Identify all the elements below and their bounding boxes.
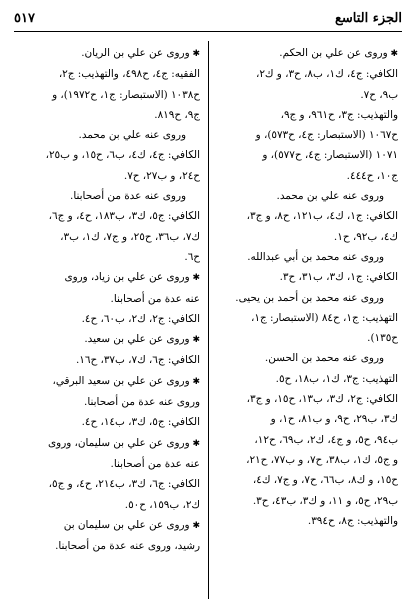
text-line: ب٩٤، ح٥، و ج٤، ك٢، ب٦٩، ح١٢،	[254, 433, 398, 446]
right-column	[212, 43, 398, 603]
text-line: وروى عنه علي بن محمد.	[78, 129, 186, 142]
column-divider	[208, 41, 209, 599]
text-line: ح١٠٣٨ (الاستبصار: ج١، ح١٩٧٢)، و	[52, 88, 200, 101]
text-line: ك٣، ب٢٩، ح٩، و ب٨١، ح١، و	[270, 413, 398, 426]
text-line: وروى عنه عدة من أصحابنا.	[84, 396, 200, 409]
entry-heading-line: ✱ وروى عن علي بن الحكم.	[212, 43, 398, 64]
text-line: الكافي: ج٦، ك٣، ب٢١٤، ح٤، و ج٥،	[48, 478, 200, 491]
text-line: التهذيب: ج٣، ك١، ب١٨، ح٥.	[275, 372, 398, 385]
text-line: الكافي: ج٥، ك٣، ب١٨٣، ح٤، و ج٦،	[48, 210, 200, 223]
entry-heading-line: ✱ وروى عن علي بن سليمان بن	[14, 515, 200, 536]
entry-heading-line: ✱ وروى عن علي بن سعيد البرقي،	[14, 371, 200, 392]
text-line: والتهذيب: ج٨، ح٣٩٤.	[307, 514, 398, 527]
text-line: ك٤، ب٩٢، ح١.	[333, 230, 398, 243]
text-line: و ج٥، ك١، ب٣٨، ح٧، و ب٧٧، ح٢١،	[246, 453, 398, 466]
text-line: وروى عنه علي بن محمد.	[276, 190, 384, 203]
text-line: ح٢٤، و ب٢٧، ح٧.	[123, 169, 200, 182]
left-column	[14, 43, 200, 603]
text-line: الكافي: ج٢، ك٣، ب١٣، ح١٥، و ج٣،	[246, 393, 398, 406]
text-line: ح١٠٦٧ (الاستبصار: ج٤، ح٥٧٣)، و	[255, 129, 398, 142]
text-line: وروى عنه محمد بن أبي عبدالله.	[247, 250, 384, 263]
text-line: رشيد، وروى عنه عدة من أصحابنا.	[55, 540, 200, 553]
text-line: ك٢، ب١٥٩، ح٥٠.	[124, 498, 200, 511]
text-line: ب٢٩، ح٥، و ١١، و ك٣، ب٤٣، ح٣.	[252, 494, 398, 507]
text-line: الكافي: ج٢، ك٢، ب٦٠، ح٤.	[81, 312, 200, 325]
text-line: عنه عدة من أصحابنا.	[110, 457, 200, 470]
page-number: ٥١٧	[14, 10, 35, 26]
text-line: الكافي: ج١، ك٣، ب٣١، ح٣.	[279, 271, 398, 284]
text-line: ج١٠، ح٤٤٤.	[346, 169, 398, 182]
text-line: التهذيب: ج١، ح٨٤ (الاستبصار: ج١،	[251, 311, 398, 324]
text-line: الكافي: ج٤، ك١، ب٨، ح٣، و ك٢،	[255, 68, 398, 81]
entry-heading-line: ✱ وروى عن علي بن سعيد.	[14, 329, 200, 350]
text-line: ب٩، ح٧.	[360, 88, 398, 101]
text-line: عنه عدة من أصحابنا.	[110, 292, 200, 305]
text-line: ح٦.	[184, 250, 200, 263]
entry-heading-line: ✱ وروى عن علي بن الريان.	[14, 43, 200, 64]
entry-heading-line: ✱ وروى عن علي بن سليمان، وروى	[14, 433, 200, 454]
text-line: ج٩، ح٨١٩.	[154, 108, 200, 121]
text-line: وروى عنه محمد بن الحسن.	[264, 352, 384, 365]
text-line: الكافي: ج١، ك٤، ب١٢١، ح٨، و ج٣،	[246, 210, 398, 223]
text-line: ك٧، ب٣٦، ح٢٥، و ج٧، ك١، ب٣،	[60, 230, 200, 243]
text-line: وروى عنه محمد بن أحمد بن يحيى.	[235, 291, 384, 304]
running-title: الجزء التاسع	[334, 10, 402, 26]
text-line: الفقيه: ج٤، ح٤٩٨، والتهذيب: ج٢،	[58, 68, 200, 81]
text-line: الكافي: ج٤، ك٤، ب٦، ح١٥، و ب٢٥،	[45, 149, 200, 162]
text-line: ح١٣٥).	[367, 332, 398, 345]
text-line: والتهذيب: ج٣، ح٩٦١، و ج٩،	[280, 108, 398, 121]
text-line: ح١٥، و ك٨، ب٦٦، ح٧، و ج٧، ك٤،	[252, 474, 398, 487]
text-line: ١٠٧١ (الاستبصار: ج٤، ح٥٧٧)، و	[262, 149, 398, 162]
entry-heading-line: ✱ وروى عن علي بن زياد، وروى	[14, 267, 200, 288]
page-header	[14, 8, 402, 28]
text-line: الكافي: ج٦، ك٧، ب٣٧، ح١٦.	[75, 354, 200, 367]
text-line: الكافي: ج٥، ك٣، ب١٤، ح٤.	[81, 416, 200, 429]
header-rule	[14, 31, 402, 32]
text-line: وروى عنه عدة من أصحابنا.	[70, 190, 186, 203]
